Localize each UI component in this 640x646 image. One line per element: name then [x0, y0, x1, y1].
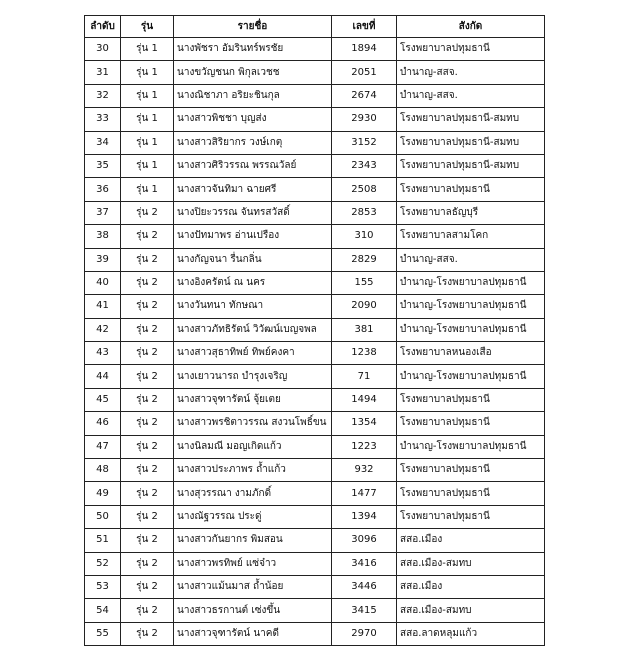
class-cell: รุ่น 2 — [121, 459, 174, 482]
table-row — [85, 248, 545, 271]
order-cell: 34 — [85, 131, 121, 154]
table-row — [85, 622, 545, 645]
number-cell: 2970 — [332, 622, 397, 645]
number-cell: 71 — [332, 365, 397, 388]
name-cell: นางสาวพิชชา บุญส่ง — [174, 108, 332, 131]
number-cell: 1494 — [332, 388, 397, 411]
class-cell: รุ่น 2 — [121, 599, 174, 622]
table-header — [85, 16, 545, 38]
order-cell: 38 — [85, 225, 121, 248]
class-cell: รุ่น 2 — [121, 295, 174, 318]
order-cell: 41 — [85, 295, 121, 318]
affiliation-cell: โรงพยาบาลปทุมธานี — [397, 412, 545, 435]
class-cell: รุ่น 2 — [121, 575, 174, 598]
order-cell: 32 — [85, 84, 121, 107]
number-cell: 3416 — [332, 552, 397, 575]
class-cell: รุ่น 2 — [121, 318, 174, 341]
class-cell: รุ่น 2 — [121, 388, 174, 411]
name-cell: นางปิยะวรรณ จันทรสวัสดิ์ — [174, 201, 332, 224]
class-cell: รุ่น 1 — [121, 154, 174, 177]
affiliation-cell: โรงพยาบาลธัญบุรี — [397, 201, 545, 224]
table-row — [85, 435, 545, 458]
name-cell: นางณัฐวรรณ ประดู่ — [174, 505, 332, 528]
class-cell: รุ่น 1 — [121, 178, 174, 201]
name-cell: นางสาวแม้นมาส ถ้ำน้อย — [174, 575, 332, 598]
class-cell: รุ่น 2 — [121, 482, 174, 505]
class-cell: รุ่น 2 — [121, 201, 174, 224]
class-cell: รุ่น 1 — [121, 131, 174, 154]
name-cell: นางพัชรา อัมรินทร์พรชัย — [174, 38, 332, 61]
order-cell: 51 — [85, 529, 121, 552]
order-cell: 53 — [85, 575, 121, 598]
affiliation-cell: โรงพยาบาลปทุมธานี — [397, 482, 545, 505]
table-row — [85, 38, 545, 61]
header-name: รายชื่อ — [174, 16, 332, 38]
affiliation-cell: โรงพยาบาลสามโคก — [397, 225, 545, 248]
affiliation-cell: สสอ.เมือง — [397, 529, 545, 552]
class-cell: รุ่น 2 — [121, 622, 174, 645]
name-cell: นางสุวรรณา งามภักดิ์ — [174, 482, 332, 505]
table-row — [85, 388, 545, 411]
number-cell: 1238 — [332, 342, 397, 365]
table-row — [85, 552, 545, 575]
number-cell: 3152 — [332, 131, 397, 154]
class-cell: รุ่น 1 — [121, 108, 174, 131]
class-cell: รุ่น 2 — [121, 412, 174, 435]
table-row — [85, 295, 545, 318]
name-cell: นางสาวภัทธิรัตน์ วิวัฒน์เบญจพล — [174, 318, 332, 341]
order-cell: 44 — [85, 365, 121, 388]
order-cell: 52 — [85, 552, 121, 575]
order-cell: 46 — [85, 412, 121, 435]
name-cell: นางสาวสุธาทิพย์ ทิพย์คงคา — [174, 342, 332, 365]
class-cell: รุ่น 2 — [121, 248, 174, 271]
order-cell: 30 — [85, 38, 121, 61]
table-row — [85, 599, 545, 622]
order-cell: 45 — [85, 388, 121, 411]
class-cell: รุ่น 2 — [121, 365, 174, 388]
name-cell: นางสาวจันทิมา ฉายศรี — [174, 178, 332, 201]
number-cell: 2343 — [332, 154, 397, 177]
table-row — [85, 108, 545, 131]
table-body — [85, 38, 545, 646]
affiliation-cell: สสอ.ลาดหลุมแก้ว — [397, 622, 545, 645]
affiliation-cell: บำนาญ-โรงพยาบาลปทุมธานี — [397, 295, 545, 318]
name-cell: นางสาวจุฑารัตน์ นาคดี — [174, 622, 332, 645]
number-cell: 310 — [332, 225, 397, 248]
table-row — [85, 482, 545, 505]
affiliation-cell: บำนาญ-สสจ. — [397, 61, 545, 84]
header-class: รุ่น — [121, 16, 174, 38]
affiliation-cell: โรงพยาบาลปทุมธานี-สมทบ — [397, 154, 545, 177]
header-number: เลขที่ — [332, 16, 397, 38]
number-cell: 2930 — [332, 108, 397, 131]
number-cell: 155 — [332, 271, 397, 294]
order-cell: 47 — [85, 435, 121, 458]
table-row — [85, 575, 545, 598]
number-cell: 381 — [332, 318, 397, 341]
order-cell: 54 — [85, 599, 121, 622]
order-cell: 33 — [85, 108, 121, 131]
table-row — [85, 154, 545, 177]
number-cell: 932 — [332, 459, 397, 482]
table-row — [85, 131, 545, 154]
class-cell: รุ่น 2 — [121, 505, 174, 528]
order-cell: 37 — [85, 201, 121, 224]
affiliation-cell: โรงพยาบาลปทุมธานี — [397, 459, 545, 482]
affiliation-cell: โรงพยาบาลปทุมธานี-สมทบ — [397, 108, 545, 131]
affiliation-cell: โรงพยาบาลปทุมธานี — [397, 178, 545, 201]
order-cell: 31 — [85, 61, 121, 84]
number-cell: 1894 — [332, 38, 397, 61]
class-cell: รุ่น 2 — [121, 529, 174, 552]
table-row — [85, 412, 545, 435]
name-cell: นางนิลมณี มอญเกิดแก้ว — [174, 435, 332, 458]
table-row — [85, 529, 545, 552]
number-cell: 2829 — [332, 248, 397, 271]
name-cell: นางเยาวนารถ บำรุงเจริญ — [174, 365, 332, 388]
order-cell: 39 — [85, 248, 121, 271]
table-row — [85, 84, 545, 107]
header-order: ลำดับ — [85, 16, 121, 38]
affiliation-cell: บำนาญ-สสจ. — [397, 84, 545, 107]
name-cell: นางสาวกันยากร พิมสอน — [174, 529, 332, 552]
order-cell: 50 — [85, 505, 121, 528]
affiliation-cell: บำนาญ-สสจ. — [397, 248, 545, 271]
name-cell: นางสาวสิริยากร วงษ์เกตุ — [174, 131, 332, 154]
table-row — [85, 505, 545, 528]
affiliation-cell: สสอ.เมือง — [397, 575, 545, 598]
name-cell: นางอิงครัตน์ ณ นคร — [174, 271, 332, 294]
table-row — [85, 365, 545, 388]
table-row — [85, 271, 545, 294]
name-cell: นางสาวพรทิพย์ แซ่จ๋าว — [174, 552, 332, 575]
table-row — [85, 225, 545, 248]
class-cell: รุ่น 2 — [121, 271, 174, 294]
order-cell: 48 — [85, 459, 121, 482]
affiliation-cell: โรงพยาบาลปทุมธานี — [397, 38, 545, 61]
order-cell: 43 — [85, 342, 121, 365]
name-cell: นางวันทนา ทักษณา — [174, 295, 332, 318]
table-row — [85, 201, 545, 224]
table-row — [85, 178, 545, 201]
name-cell: นางณิชาภา อริยะชินกุล — [174, 84, 332, 107]
affiliation-cell: โรงพยาบาลหนองเสือ — [397, 342, 545, 365]
name-cell: นางกัญจนา รื่นกลิ่น — [174, 248, 332, 271]
table-row — [85, 342, 545, 365]
class-cell: รุ่น 1 — [121, 84, 174, 107]
affiliation-cell: บำนาญ-โรงพยาบาลปทุมธานี — [397, 271, 545, 294]
order-cell: 40 — [85, 271, 121, 294]
table-row — [85, 61, 545, 84]
header-affiliation: สังกัด — [397, 16, 545, 38]
header-row — [85, 16, 545, 38]
number-cell: 1354 — [332, 412, 397, 435]
number-cell: 1394 — [332, 505, 397, 528]
member-list-table-wrapper — [84, 15, 545, 646]
number-cell: 3096 — [332, 529, 397, 552]
affiliation-cell: บำนาญ-โรงพยาบาลปทุมธานี — [397, 318, 545, 341]
number-cell: 2853 — [332, 201, 397, 224]
number-cell: 1223 — [332, 435, 397, 458]
name-cell: นางสาวศิริวรรณ พรรณวัลย์ — [174, 154, 332, 177]
class-cell: รุ่น 2 — [121, 435, 174, 458]
number-cell: 2508 — [332, 178, 397, 201]
affiliation-cell: โรงพยาบาลปทุมธานี — [397, 388, 545, 411]
number-cell: 2051 — [332, 61, 397, 84]
order-cell: 49 — [85, 482, 121, 505]
number-cell: 3446 — [332, 575, 397, 598]
class-cell: รุ่น 2 — [121, 342, 174, 365]
class-cell: รุ่น 1 — [121, 38, 174, 61]
affiliation-cell: บำนาญ-โรงพยาบาลปทุมธานี — [397, 435, 545, 458]
affiliation-cell: โรงพยาบาลปทุมธานี — [397, 505, 545, 528]
table-row — [85, 318, 545, 341]
affiliation-cell: สสอ.เมือง-สมทบ — [397, 599, 545, 622]
affiliation-cell: บำนาญ-โรงพยาบาลปทุมธานี — [397, 365, 545, 388]
number-cell: 2090 — [332, 295, 397, 318]
name-cell: นางสาวจุฑารัตน์ จุ้ยเตย — [174, 388, 332, 411]
number-cell: 2674 — [332, 84, 397, 107]
name-cell: นางสาวธรกานต์ เซ่งขึ้น — [174, 599, 332, 622]
number-cell: 3415 — [332, 599, 397, 622]
table-row — [85, 459, 545, 482]
number-cell: 1477 — [332, 482, 397, 505]
order-cell: 55 — [85, 622, 121, 645]
class-cell: รุ่น 2 — [121, 225, 174, 248]
name-cell: นางปัทมาพร อ่านเปรือง — [174, 225, 332, 248]
order-cell: 35 — [85, 154, 121, 177]
order-cell: 36 — [85, 178, 121, 201]
class-cell: รุ่น 1 — [121, 61, 174, 84]
name-cell: นางขวัญชนก พิกุลเวชช — [174, 61, 332, 84]
affiliation-cell: สสอ.เมือง-สมทบ — [397, 552, 545, 575]
name-cell: นางสาวประภาพร ถ้ำแก้ว — [174, 459, 332, 482]
order-cell: 42 — [85, 318, 121, 341]
member-list-table — [84, 15, 545, 646]
class-cell: รุ่น 2 — [121, 552, 174, 575]
name-cell: นางสาวพรชิตาวรรณ สงวนโพธิ์ขน — [174, 412, 332, 435]
affiliation-cell: โรงพยาบาลปทุมธานี-สมทบ — [397, 131, 545, 154]
